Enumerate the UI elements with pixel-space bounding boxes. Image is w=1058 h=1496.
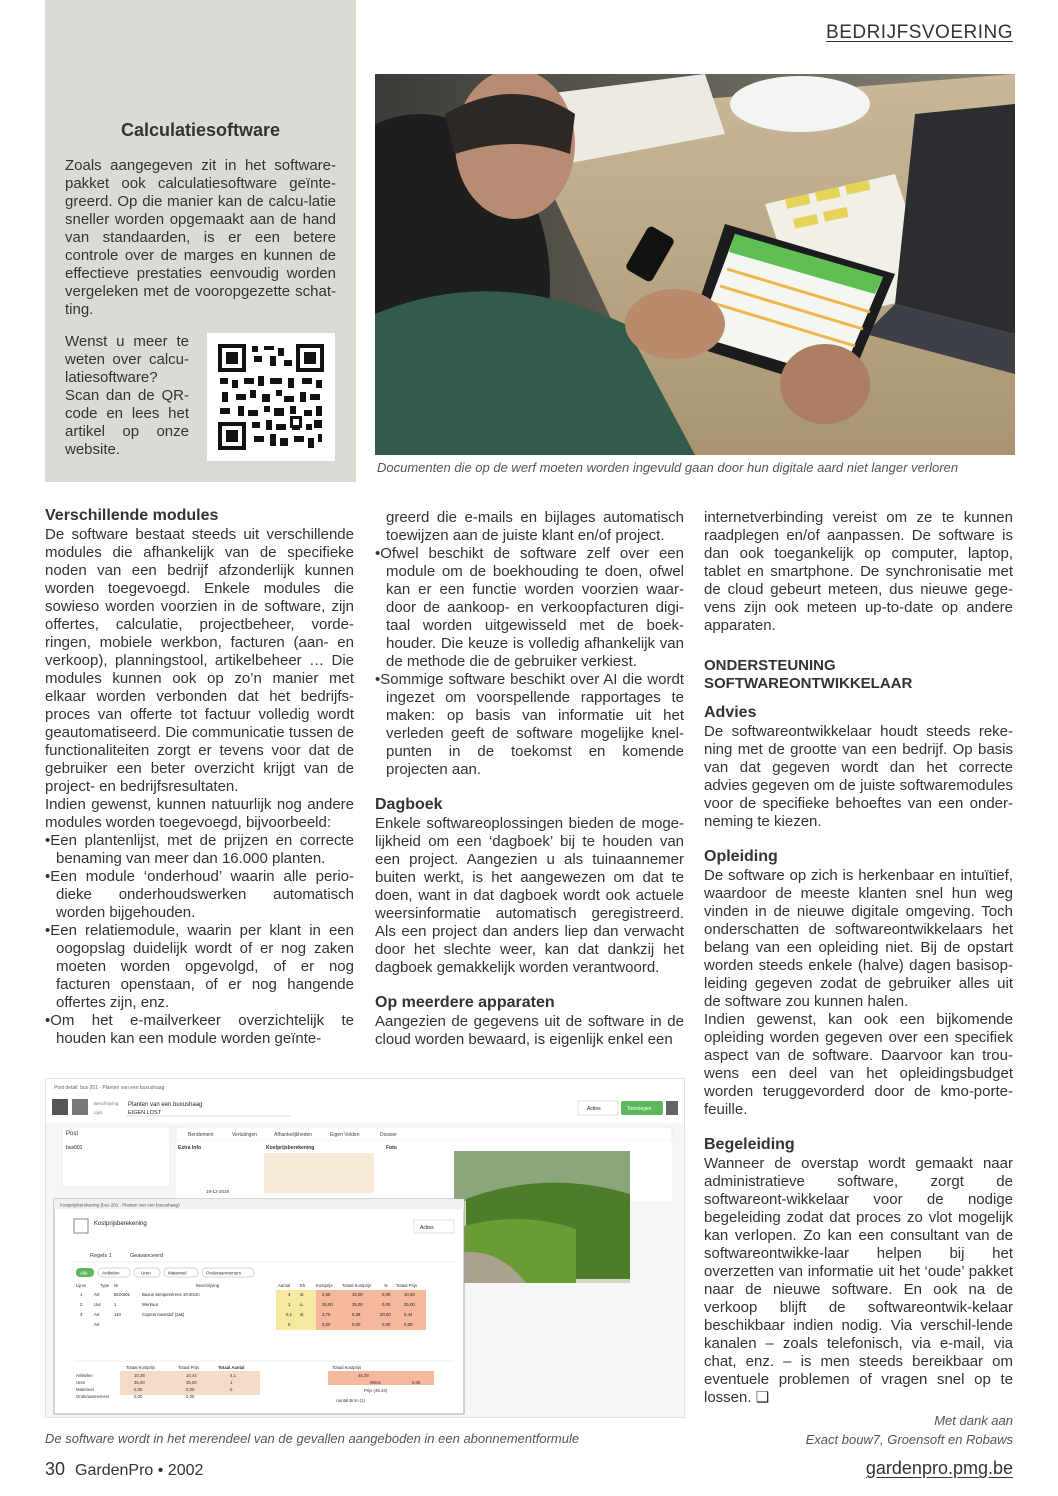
section-tag: BEDRIJFSVOERING bbox=[826, 22, 1013, 43]
extra-info-label: Extra Info bbox=[178, 1145, 202, 1151]
row2-beschrijving[interactable]: Werkuur bbox=[142, 1302, 159, 1307]
row3-aantal[interactable]: 0,1 bbox=[286, 1312, 292, 1317]
sidebar-intro: Zoals aangegeven zit in het software-pakket ook calculatiesoftware geïnte-greerd. Op die manier kan de calcu-latie sneller worden opgemaakt aan de hand van standaarden, is er een betere controle over de marges en kunnen de effectieve prestaties eenvoudig worden vergeleken met de vooropgezette schat-ting. bbox=[65, 157, 336, 318]
heading-begeleiding: Begeleiding bbox=[704, 1136, 795, 1153]
inner-heading: Kostprijsberekening bbox=[94, 1221, 147, 1227]
sum-row2-aantal: 1 bbox=[230, 1380, 233, 1385]
begeleiding-paragraph: Wanneer de overstap wordt gemaakt naar administratieve software, zorgt de softwareont-wikkelaar voor de nodige begeleiding zodat dat proces zo vlot mogelijk kan verlopen. Zo kan een consultant van de softwareontwikke-laar helpen bij het overzetten van informatie uit het ‘oude’ pakket naar de nieuwe software. En ook na de verkoop blijft de softwareontwik-kelaar beschikbaar indien nodig. Via verschil-lende kanalen – zoals telefonisch, via e-mail, via chat, enz. – is men steeds bereikbaar om eventuele problemen of vragen snel op te lossen. ❑ bbox=[704, 1155, 1013, 1406]
col-kostprijs: Kostprijs bbox=[316, 1283, 333, 1288]
row2-kostprijs: 35,00 bbox=[322, 1302, 333, 1307]
advies-paragraph: De softwareontwikkelaar houdt steeds reke-ning met de grootte van een bedrijf. Op basis van dat gegeven wordt dan het correcte advies gegeven om de juiste softwaremodules voor de specifieke behoeftes van een onder-neming te kiezen. bbox=[704, 723, 1013, 830]
heading-apparaten: Op meerdere apparaten bbox=[375, 994, 555, 1011]
heading-advies: Advies bbox=[704, 704, 757, 721]
sum-row4-label: Onderaannemers bbox=[76, 1394, 110, 1399]
credits-line-1: Met dank aan bbox=[934, 1413, 1013, 1428]
column-3 bbox=[704, 509, 1013, 1407]
row2-nr[interactable]: 1 bbox=[114, 1302, 117, 1307]
heading-modules: Verschillende modules bbox=[45, 507, 219, 524]
row3-beschrijving[interactable]: Copron meststof (zak) bbox=[142, 1312, 185, 1317]
sidebar-title: Calculatiesoftware bbox=[120, 120, 281, 140]
col-type: Type bbox=[100, 1283, 110, 1288]
footer-left bbox=[45, 1459, 203, 1480]
col-eh: Eh. bbox=[300, 1283, 307, 1288]
col-beschrijving: Beschrijving bbox=[196, 1283, 220, 1288]
sum-row2-kost: 35,00 bbox=[134, 1380, 145, 1385]
post-label: Post bbox=[66, 1131, 79, 1137]
row3-totaal-kostprijs: 0,38 bbox=[352, 1312, 361, 1317]
sidebar-box bbox=[45, 0, 356, 482]
row1-lijnnr: 1 bbox=[80, 1292, 83, 1297]
software-screenshot bbox=[45, 1078, 685, 1418]
sum-row2-label: Uren bbox=[76, 1380, 86, 1385]
bullet-plantenlijst: •Een plantenlijst, met de prijzen en correcte benaming van meer dan 16.000 planten. bbox=[45, 832, 354, 867]
bullet-onderhoud: •Een module ‘onderhoud’ waarin alle perio-dieke onderhoudswerken automatisch worden bijgehouden. bbox=[45, 868, 354, 921]
magazine-name: GardenPro • 2002 bbox=[75, 1462, 204, 1479]
sum-row1-prijs: 10,44 bbox=[186, 1373, 197, 1378]
email-continued: greerd die e-mails en bijlages automatisch toewijzen aan de juiste klant en/of project. bbox=[386, 509, 684, 544]
software-screenshot-illustration bbox=[46, 1079, 685, 1418]
prijs-label: Prijs (45,44) bbox=[364, 1388, 388, 1393]
row2-percent: 0,00 bbox=[382, 1302, 391, 1307]
dagboek-paragraph: Enkele softwareoplossingen bieden de moge-lijkheid om een ‘dagboek’ bij te houden van een project. Aangezien u als tuinaannemer buiten werkt, is het aangewezen om dat te doen, want in dat dagboek wordt ook actuele weersinformatie automatisch geregistreerd. Als een project dan anders liep dan verwacht door het slechte weer, kan dat dankzij het dagboek gemakkelijk worden verantwoord. bbox=[375, 815, 684, 976]
sidebar-more: Wenst u meer te weten over calcu-latiesoftware? Scan dan de QR-code en lees het artikel op onze website. bbox=[65, 333, 189, 458]
acties-button[interactable]: Acties bbox=[587, 1106, 601, 1112]
lijst-label: Lijst bbox=[94, 1110, 103, 1115]
col-percent: % bbox=[384, 1283, 388, 1288]
subtab-3[interactable]: Materieel bbox=[168, 1270, 187, 1276]
subtab-0[interactable]: Alle bbox=[80, 1270, 88, 1276]
beschrijving-value[interactable]: Planten van een buxushaag bbox=[128, 1102, 203, 1108]
apparaten-continued: internetverbinding vereist om ze te kunnen raadplegen en/of aanpassen. De software is dan ook toegankelijk op computer, laptop, tablet en smartphone. De synchronisatie met de cloud gebeurt meteen, dus nieuwe gege-vens zijn ook meteen up-to-date op andere apparaten. bbox=[704, 509, 1013, 634]
sum-row3-prijs: 0,00 bbox=[186, 1387, 195, 1392]
aantal-bron-label: Aantal Bron (1) bbox=[336, 1398, 365, 1403]
col-totaal-prijs: Totaal Prijs bbox=[396, 1283, 418, 1288]
row3-kostprijs: 3,75 bbox=[322, 1312, 331, 1317]
sum-row2-prijs: 35,00 bbox=[186, 1380, 197, 1385]
summary-head-aantal: Totaal Aantal bbox=[218, 1365, 245, 1370]
tab-3[interactable]: Eigen Velden bbox=[330, 1132, 360, 1138]
geavanceerd-tab[interactable]: Geavanceerd bbox=[130, 1253, 164, 1259]
row1-beschrijving[interactable]: Buxus Sempervirens 10-20cm bbox=[142, 1292, 200, 1297]
row4-type[interactable]: Art bbox=[94, 1322, 100, 1327]
row1-totaal-prijs: 10,00 bbox=[404, 1292, 415, 1297]
tab-4[interactable]: Dossier bbox=[380, 1132, 397, 1138]
bullet-emailverkeer: •Om het e-mailverkeer overzichtelijk te houden kan een module worden geïnte- bbox=[45, 1012, 354, 1047]
page-number: 30 bbox=[45, 1459, 66, 1479]
row1-eh: st. bbox=[300, 1292, 305, 1297]
sum-row1-label: Artikelen bbox=[76, 1373, 93, 1378]
sum-row4-prijs: 0,00 bbox=[186, 1394, 195, 1399]
row1-kostprijs: 2,50 bbox=[322, 1292, 331, 1297]
row1-type[interactable]: Art bbox=[94, 1292, 100, 1297]
inner-acties-button[interactable]: Acties bbox=[420, 1225, 434, 1231]
sum-row4-kost: 0,00 bbox=[134, 1394, 143, 1399]
col-aantal: Aantal bbox=[278, 1283, 291, 1288]
subtab-4[interactable]: Onderaannemers bbox=[206, 1270, 242, 1276]
col-lijnnr: Lijnnr bbox=[76, 1283, 87, 1288]
date-value: 19-12-2019 bbox=[206, 1189, 230, 1194]
row3-totaal-prijs: 0,44 bbox=[404, 1312, 413, 1317]
col-nr: Nr bbox=[114, 1283, 119, 1288]
opleiding-paragraph-1: De software op zich is herkenbaar en intuïtief, waardoor de meeste klanten snel hun weg vinden in de nieuwe digitale omgeving. Toch onderschatten de softwareontwikkelaars het belang van een opleiding niet. Bij de opstart worden steeds enkele (halve) dagen basisop-leiding gegeven zodat de gebruiker alles uit de software zou kunnen halen. bbox=[704, 867, 1013, 1010]
heading-ondersteuning: ONDERSTEUNING SOFTWAREONTWIKKELAAR bbox=[704, 657, 913, 692]
totaal-kostprijs-label: Totaal Kostprijs bbox=[332, 1365, 362, 1370]
window-title: Post detail: bus 201 · Planten van een buxushaag bbox=[54, 1085, 165, 1091]
subtab-2[interactable]: Uren bbox=[141, 1270, 151, 1276]
tab-1[interactable]: Vertalingen bbox=[232, 1132, 258, 1138]
qr-icon bbox=[218, 344, 324, 450]
toevoegen-button[interactable]: Toevoegen bbox=[627, 1106, 652, 1112]
photo-illustration bbox=[375, 74, 1015, 455]
credits-line-2: Exact bouw7, Groensoft en Robaws bbox=[805, 1432, 1013, 1447]
sum-row3-label: Materieel bbox=[76, 1387, 94, 1392]
heading-opleiding: Opleiding bbox=[704, 848, 778, 865]
inner-window-title: Kostprijsberekening (bus 201 · Planten van een buxushaag) bbox=[60, 1202, 180, 1208]
winst-value: 0,06 bbox=[412, 1380, 421, 1385]
summary-head-kostprijs: Totaal Kostprijs bbox=[126, 1365, 156, 1370]
tab-2[interactable]: Afhankelijkheden bbox=[274, 1132, 313, 1138]
sum-row1-kost: 10,38 bbox=[134, 1373, 145, 1378]
row4-totaal-prijs: 0,00 bbox=[404, 1322, 413, 1327]
row1-aantal[interactable]: 4 bbox=[288, 1292, 291, 1297]
bullet-ai: •Sommige software beschikt over AI die wordt ingezet om voorspellende rapportages te maken: op basis van informatie uit het verleden geeft de software mogelijke knel-punten in de toekomst en komende projecten aan. bbox=[375, 671, 684, 778]
row2-aantal[interactable]: 1 bbox=[288, 1302, 291, 1307]
row4-kostprijs: 0,00 bbox=[322, 1322, 331, 1327]
sum-row1-aantal: 4,1 bbox=[230, 1373, 236, 1378]
bullet-boekhouding: •Ofwel beschikt de software zelf over een module om de boekhouding te doen, ofwel kan er een functie worden voorzien waar-door de aankoop- en verkoopfacturen digi-taal worden uitgewisseld met de boek-houder. Die keuze is volledig afhankelijk van de methode die de gebruiker verkiest. bbox=[375, 545, 684, 670]
row3-lijnnr: 3 bbox=[80, 1312, 83, 1317]
heading-dagboek: Dagboek bbox=[375, 796, 443, 813]
row3-eh: st. bbox=[300, 1312, 305, 1317]
row2-eh: u. bbox=[300, 1302, 304, 1307]
qr-code[interactable] bbox=[207, 333, 335, 461]
tab-0[interactable]: Bendement bbox=[188, 1132, 214, 1138]
row4-percent: 0,00 bbox=[382, 1322, 391, 1327]
photo-tablet-worker bbox=[375, 74, 1015, 455]
sum-row3-aantal: 0 bbox=[230, 1387, 233, 1392]
modules-paragraph-1: De software bestaat steeds uit verschillende modules die afhankelijk van de specifieke noden van een bedrijf afzonderlijk kunnen worden toegevoegd. Enkele modules die sowieso worden voorzien in de software, zijn offertes, calculatie, projectbeheer, vorde-ringen, mobiele werkbon, facturen (aan- en verkoop), planningstool, artikelbeheer … Die modules kunnen ook op zo’n manier met elkaar worden verbonden dat het bedrijfs-proces van offerte tot factuur volledig wordt geautomatiseerd. Die communicatie tussen de functionaliteiten zorgt er tevens voor dat de gebruiker een beter overzicht krijgt van de project- en bedrijfsresultaten. bbox=[45, 526, 354, 795]
col-totaal-kostprijs: Totaal Kostprijs bbox=[342, 1283, 372, 1288]
row4-aantal[interactable]: 0 bbox=[288, 1322, 291, 1327]
summary-head-prijs: Totaal Prijs bbox=[178, 1365, 200, 1370]
opleiding-paragraph-2: Indien gewenst, kan ook een bijkomende opleiding worden gegeven over een specifiek aspect van de software. Daarvoor kan trou-wens een deel van het opleidingsbudget worden teruggevorderd door de kmo-porte-feuille. bbox=[704, 1011, 1013, 1118]
row2-totaal-prijs: 35,00 bbox=[404, 1302, 415, 1307]
winst-label: Winst bbox=[370, 1380, 381, 1385]
credits bbox=[806, 1411, 1013, 1449]
row2-type[interactable]: Uur bbox=[94, 1302, 101, 1307]
regels-tab[interactable]: Regels 1 bbox=[90, 1253, 112, 1259]
row2-lijnnr: 2 bbox=[80, 1302, 83, 1307]
foto-label: Foto bbox=[386, 1145, 397, 1151]
row3-nr[interactable]: 110 bbox=[114, 1312, 121, 1317]
website-link[interactable]: gardenpro.pmg.be bbox=[865, 1458, 1013, 1478]
column-1 bbox=[45, 506, 354, 1048]
photo-caption: Documenten die op de werf moeten worden ingevuld gaan door hun digitale aard niet langer verloren bbox=[377, 460, 959, 475]
row3-type[interactable]: Art bbox=[94, 1312, 100, 1317]
bullet-relatiemodule: •Een relatiemodule, waarin per klant in een oogopslag duidelijk wordt of er nog zaken moeten worden opgevolgd, of er nog facturen openstaan, of er nog hangende offertes zijn, enz. bbox=[45, 922, 354, 1011]
apparaten-paragraph: Aangezien de gegevens uit de software in de cloud worden bewaard, is eigenlijk enkel een bbox=[375, 1013, 684, 1048]
row1-totaal-kostprijs: 10,00 bbox=[352, 1292, 363, 1297]
row1-nr[interactable]: BUX001 bbox=[114, 1292, 131, 1297]
screenshot-caption: De software wordt in het merendeel van de gevallen aangeboden in een abonnementformule bbox=[45, 1431, 580, 1446]
lijst-value[interactable]: EIGEN LOST bbox=[128, 1110, 162, 1116]
kostprijs-label: Kostprijsberekening bbox=[266, 1145, 315, 1151]
totaal-kostprijs-value: 45,38 bbox=[358, 1373, 369, 1378]
post-value[interactable]: bus001 bbox=[66, 1145, 83, 1151]
modules-paragraph-2: Indien gewenst, kunnen natuurlijk nog andere modules worden toegevoegd, bijvoorbeeld: bbox=[45, 796, 354, 831]
row2-totaal-kostprijs: 35,00 bbox=[352, 1302, 363, 1307]
row4-totaal-kostprijs: 0,00 bbox=[352, 1322, 361, 1327]
sum-row3-kost: 0,00 bbox=[134, 1387, 143, 1392]
subtab-1[interactable]: Artikelen bbox=[102, 1270, 120, 1276]
row3-percent: 20,00 bbox=[380, 1312, 391, 1317]
beschrijving-label: Beschrijving bbox=[94, 1101, 119, 1106]
column-2 bbox=[375, 509, 684, 1049]
row1-percent: 0,00 bbox=[382, 1292, 391, 1297]
